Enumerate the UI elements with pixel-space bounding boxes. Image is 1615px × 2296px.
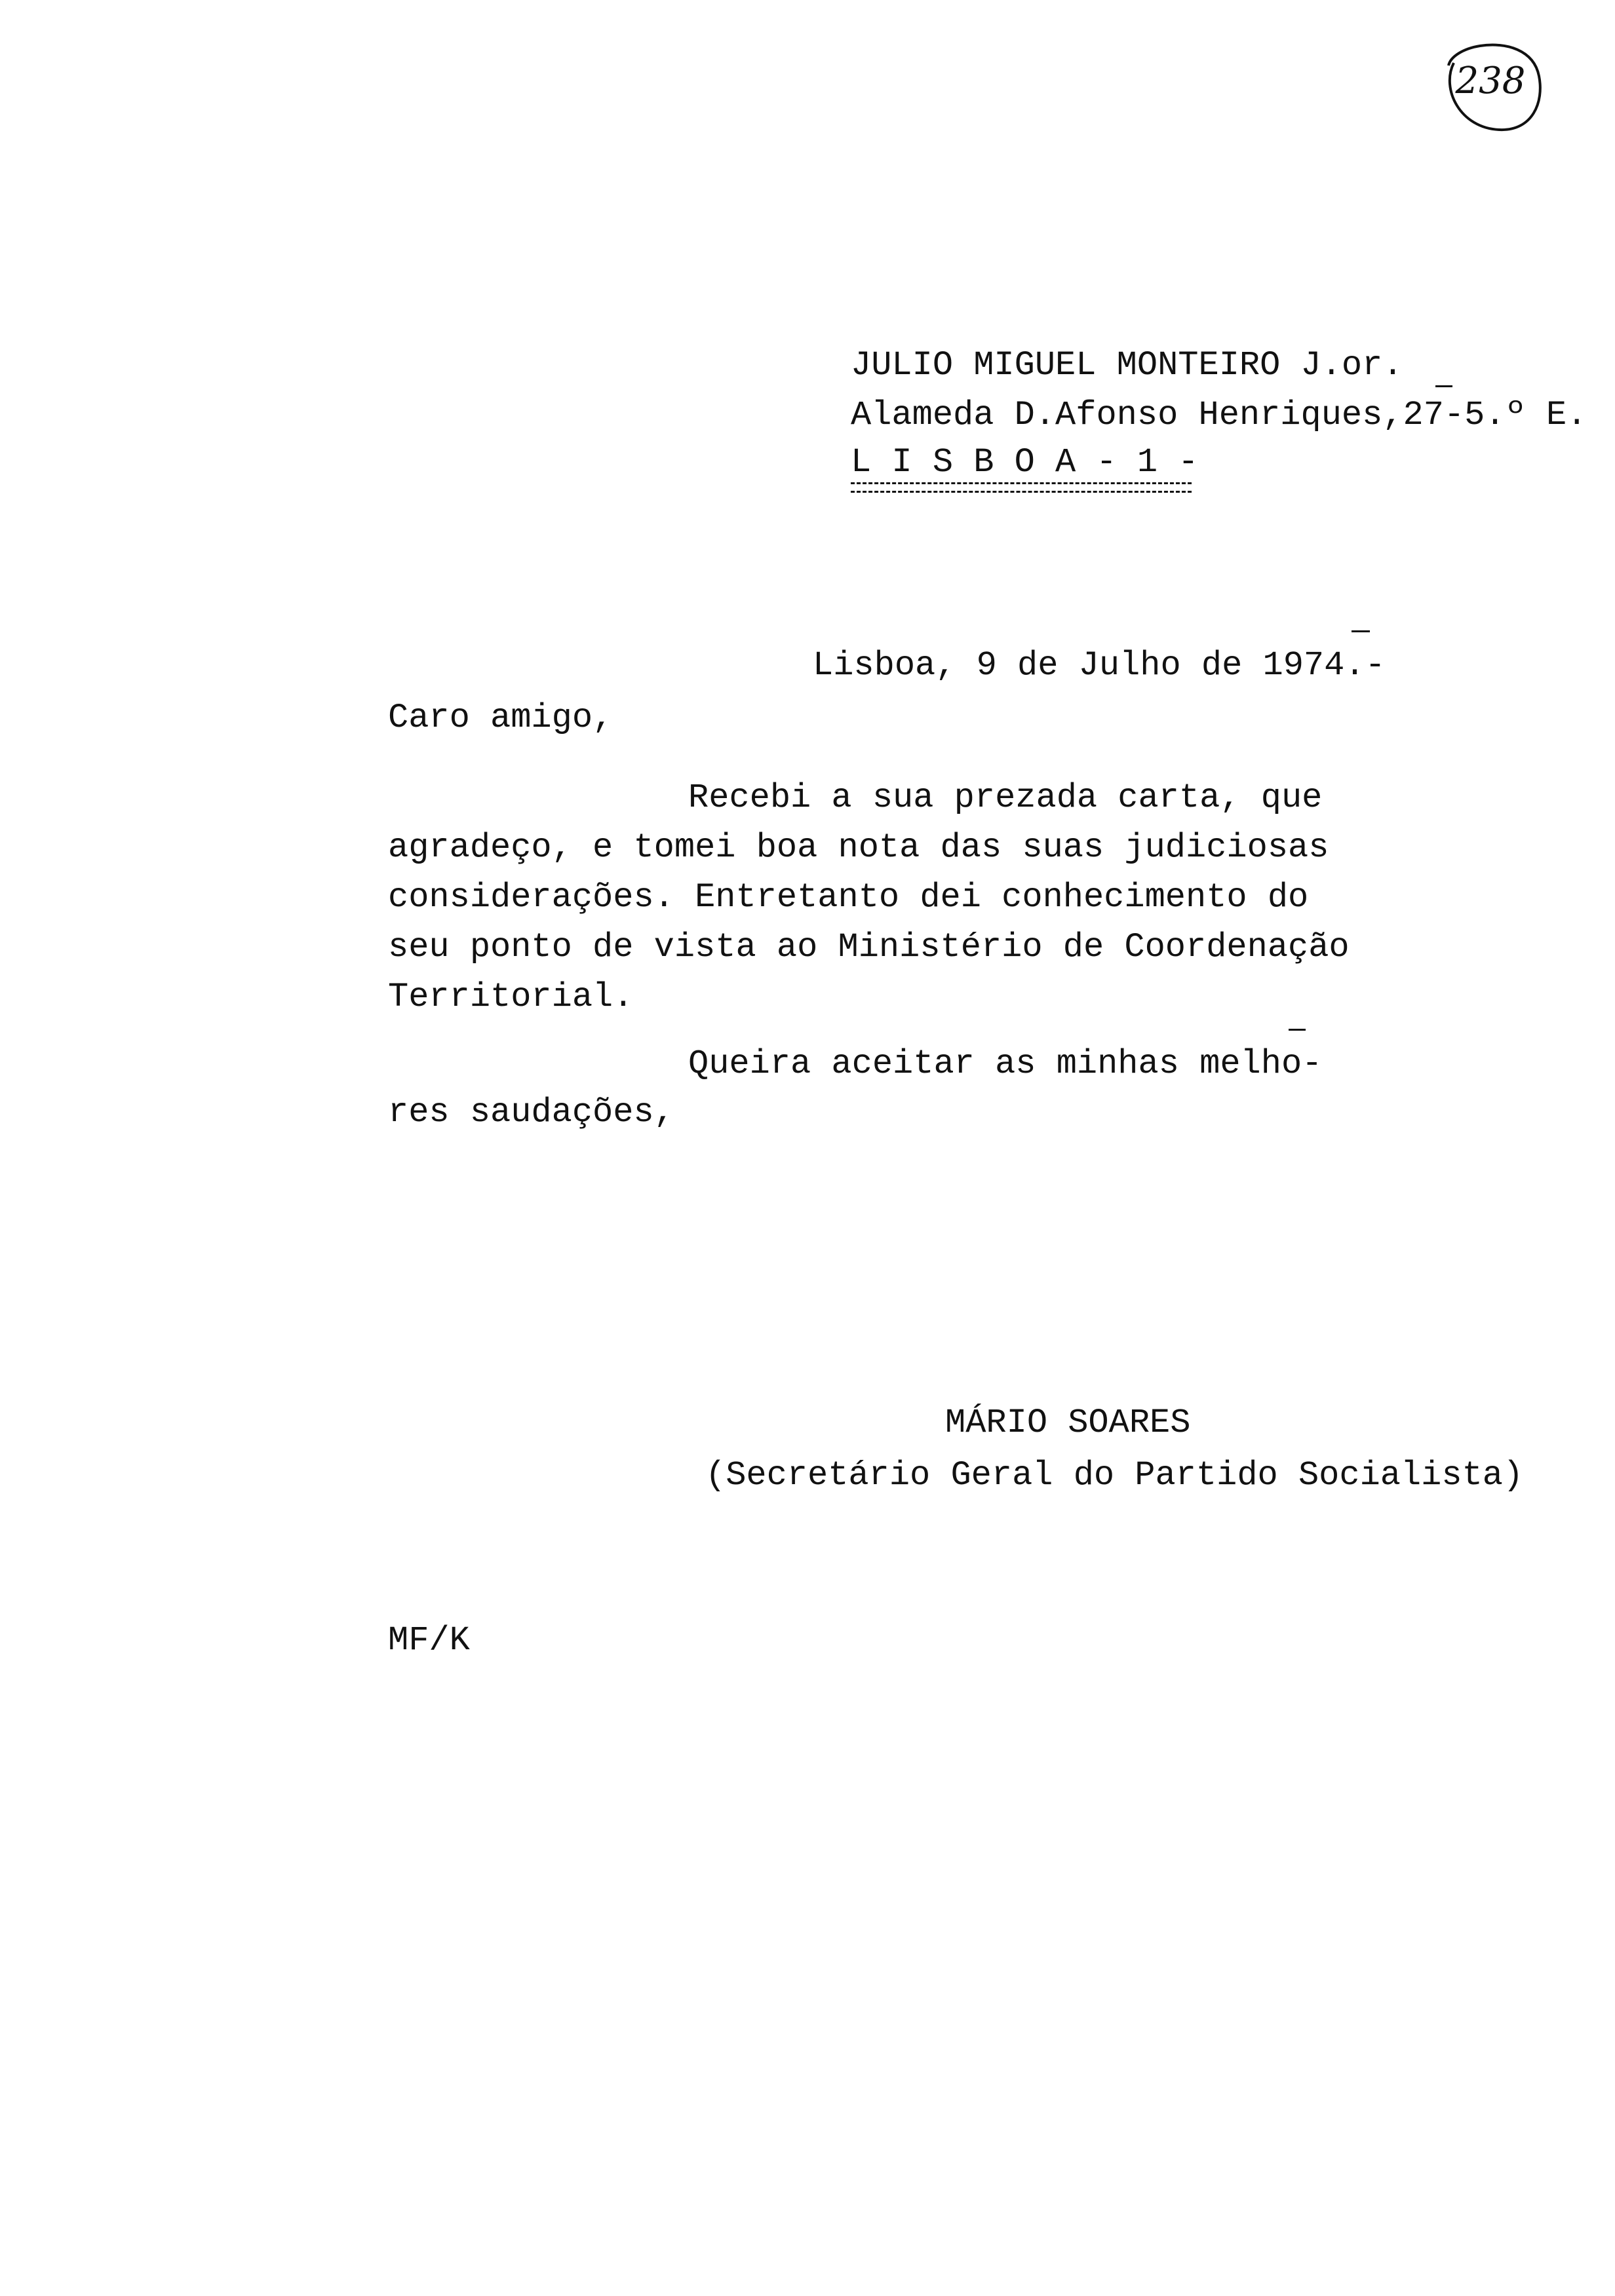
recipient-name: JULIO MIGUEL MONTEIRO J.or. [851,346,1403,385]
city-double-underline [851,482,1192,493]
recipient-address: Alameda D.Afonso Henriques,27-5.º E. [851,396,1587,434]
archive-number: 238 [1455,60,1526,102]
body-line: seu ponto de vista ao Ministério de Coordenação [388,928,1350,966]
correction-mark [1352,630,1370,632]
body-line: Territorial. [388,978,634,1016]
correction-mark [1289,1029,1306,1031]
reference-initials: MF/K [388,1621,470,1660]
recipient-city: L I S B O A - 1 - [851,443,1199,482]
salutation: Caro amigo, [388,698,613,737]
archive-stamp [1434,37,1547,135]
signatory-name: MÁRIO SOARES [945,1404,1191,1442]
body-line: agradeço, e tomei boa nota das suas judiciosas [388,828,1329,867]
body-line: Queira aceitar as minhas melho- [688,1044,1323,1083]
body-line: considerações. Entretanto dei conhecimento do [388,878,1309,917]
body-line: res saudações, [388,1093,674,1132]
correction-mark [1435,385,1452,387]
body-line: Recebi a sua prezada carta, que [688,778,1323,817]
signatory-title: (Secretário Geral do Partido Socialista) [705,1456,1524,1495]
date-line: Lisboa, 9 de Julho de 1974.- [813,646,1386,685]
